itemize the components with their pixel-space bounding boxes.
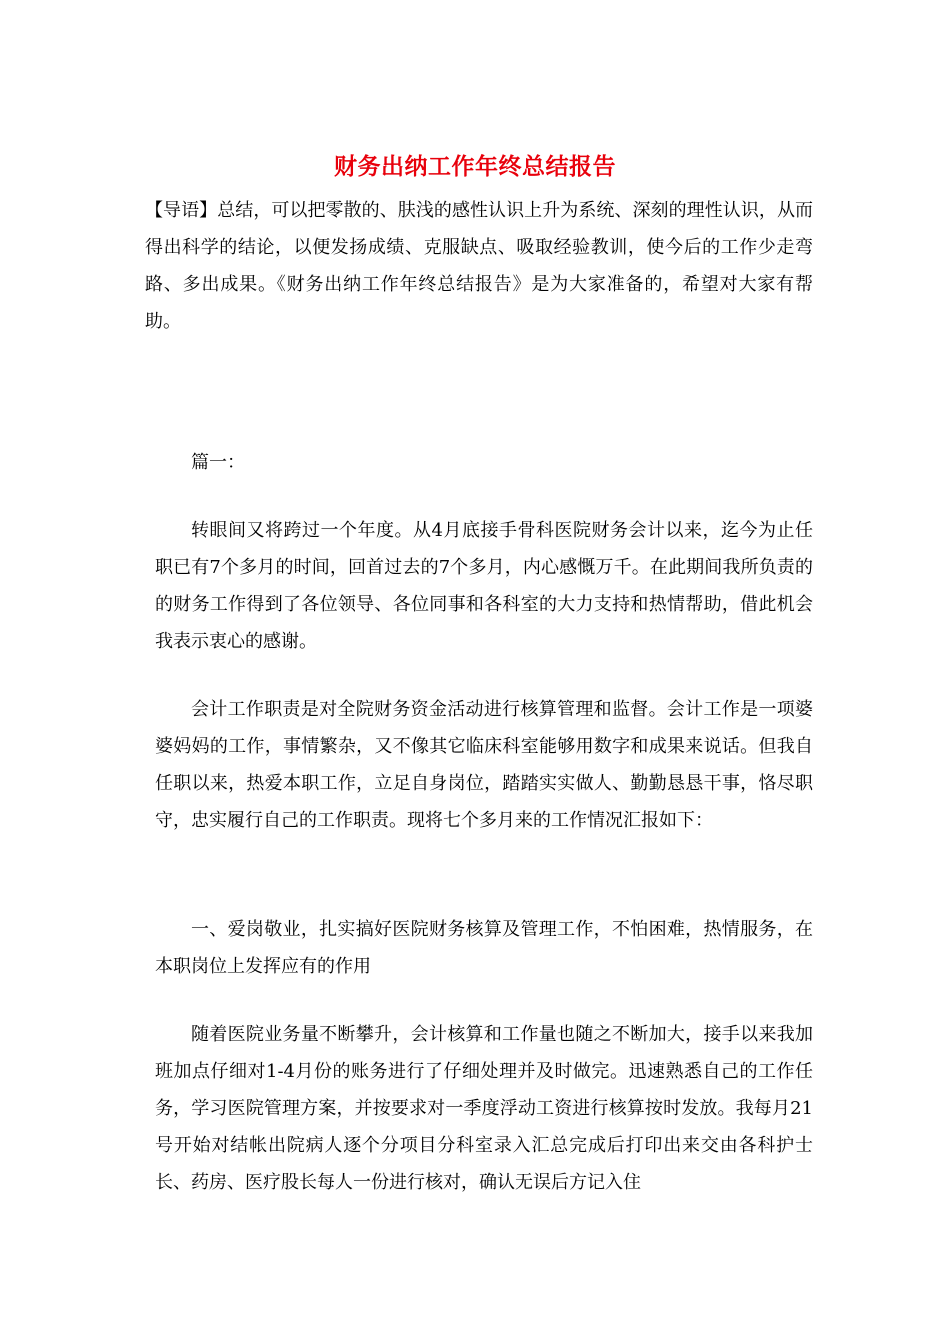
document-title: 财务出纳工作年终总结报告 (334, 153, 616, 180)
section-heading-part-one: 篇一： (191, 452, 245, 473)
body-paragraph: 转眼间又将跨过一个年度。从4月底接手骨科医院财务会计以来，迄今为止任职已有7个多月的时间，回首过去的7个多月，内心感慨万千。在此期间我所负责的的财务工作得到了各位领导、各位同事和各科室的大力支持和热情帮助，借此机会我表示衷心的感谢。 (155, 520, 813, 652)
subsection-heading: 一、爱岗敬业，扎实搞好医院财务核算及管理工作，不怕困难，热情服务，在本职岗位上发挥应有的作用 (155, 919, 813, 977)
body-paragraph: 随着医院业务量不断攀升，会计核算和工作量也随之不断加大，接手以来我加班加点仔细对1-4月份的账务进行了仔细处理并及时做完。迅速熟悉自己的工作任务，学习医院管理方案，并按要求对一季度浮动工资进行核算按时发放。我每月21号开始对结帐出院病人逐个分项目分科室录入汇总完成后打印出来交由各科护士长、药房、医疗股长每人一份进行核对，确认无误后方记入住 (155, 1024, 813, 1193)
body-paragraph: 会计工作职责是对全院财务资金活动进行核算管理和监督。会计工作是一项婆婆妈妈的工作，事情繁杂，又不像其它临床科室能够用数字和成果来说话。但我自任职以来，热爱本职工作，立足自身岗位，踏踏实实做人、勤勤恳恳干事，恪尽职守，忠实履行自己的工作职责。现将七个多月来的工作情况汇报如下： (155, 699, 813, 831)
intro-paragraph: 【导语】总结，可以把零散的、肤浅的感性认识上升为系统、深刻的理性认识，从而得出科学的结论，以便发扬成绩、克服缺点、吸取经验教训，使今后的工作少走弯路、多出成果。《财务出纳工作年终总结报告》是为大家准备的，希望对大家有帮助。 (145, 200, 813, 332)
